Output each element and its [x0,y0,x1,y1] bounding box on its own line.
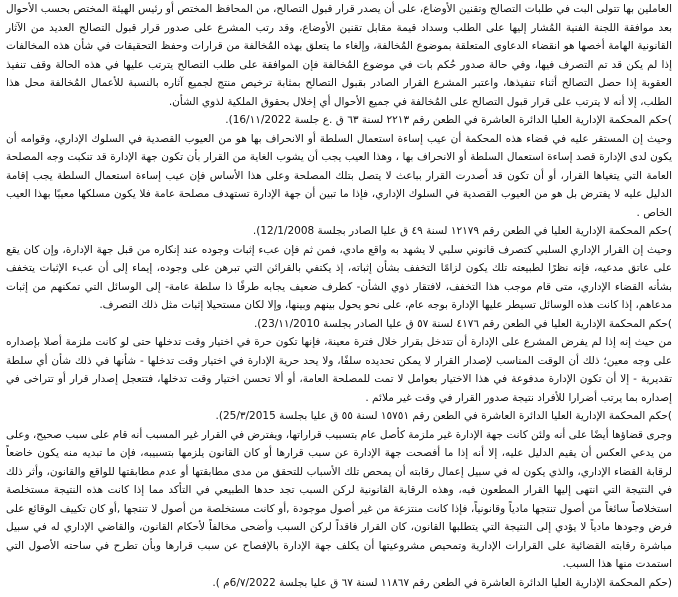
court-ruling-citation [6,222,672,241]
text-line: العامة التي يتغياها القرار، أو أن تكون قد أصدرت القرار بباعث لا يتصل بتلك المصلحة وعلى هذا الأساس فإن عيب إساءة استعمال السلطة يجب إقامة [6,169,672,182]
court-ruling-citation [6,315,672,334]
text-line: على عاتق مدعيه، فإنه نظرًا لطبيعته تلك يكون لزامًا التخفف بشأن إثباته، إذ يكتفي بالقرائن التي تبرهن على وجوده، إيماء إلى أن عبء الإثبات يتخفف بشأنه [6,262,672,293]
text-line: وحيث إن المستقر عليه في قضاء هذه المحكمة أن عيب إساءة استعمال السلطة أو الانحراف بها هو من العيوب القصدية في السلوك الإداري، وقوامه أن [6,132,672,145]
paragraph [6,426,672,574]
paragraph [6,333,672,407]
text-line: وجرى قضاؤها أيضًا على أنه ولئن كانت جهة الإدارة غير ملزمة كأصل عام بتسبيب قراراتها، ويفترض في القرار غير المسبب أنه قام على سبب صحيح، [32,428,672,441]
text-line: )حكم المحكمة الإدارية العليا في الطعن رقم ٤١٧٦ لسنة ٥٧ ق عليا الصادر بجلسة 23/١١/2010). [253,317,672,330]
court-ruling-citation [6,111,672,130]
text-line: وحيث إن القرار الإداري السلبي كتصرف قانوني سلبي لا يشهد به واقع مادي، فمن ثم فإن عبء إثبات وجوده عند إنكاره من قبل جهة الإدارة، وإن كان يقع [6,243,672,256]
paragraph [6,0,672,111]
text-line: )حكم المحكمة الإدارية العليا في الطعن رقم ١٢١٧٩ لسنة ٤٩ ق عليا الصادر بجلسة 12/1/2008). [252,225,672,237]
text-line: الأحوال بعد موافقة اللجنة الفنية المُشار إليها على الطلب وسداد قيمة مقابل تقنين الأوضاع، وقد رتب المشرع على صدور قرار قبول التصالح العديد من [6,3,672,34]
text-line: تنفيذ العقوبة إذا حصل التصالح أثناء تنفيذها، واعتبر المشرع القرار الصادر بقبول التصالح بمثابة ترخيص منتج لجميع آثاره بالنسبة للأعمال المُخالفة محل [6,58,672,89]
paragraph [6,130,672,223]
text-line: سلطة تقديرية - إلا أن تكون الإدارة مدفوعة في هذا الاختيار بعوامل لا تمت للمصلحة العامة، أو ألا تحسن اختيار وقت تدخلها، فتتعجل إصدار قرار أو [6,354,672,385]
text-line: التي استمدت منها هذا السبب. [6,539,672,570]
text-line: )حكم المحكمة الإدارية العليا الدائرة العاشرة في الطعن رقم ١٥٧٥١ لسنة ٥٥ ق عليا بجلسة 25/٣/2015). [215,410,672,422]
text-line: المخالفات إذا لم يكن قد تم التصرف فيها، وفي حالة صدور حُكم بات في موضوع المُخالفة فإن الموافقة على طلب التصالح يترتب عليها في هذه الحالة وقف [6,40,672,71]
text-line: يكون لدى الإدارة قصد إساءة استعمال السلطة أو الانحراف بها ، وهذا العيب يجب أن يشوب الغاية من القرار بأن تكون جهة الإدارة قد تنكبت وجه المصلحة [6,151,672,163]
text-line: على فرض وجودها مادياً لا يؤدي إلى النتيجة التي يتطلبها القانون، كان القرار فاقداً لركن السبب وأضحى مخالفاً لأحكام القانون، والقاضي الإداري له في [6,502,673,533]
text-line: (حكم المحكمة الإدارية العليا الدائرة العاشرة في الطعن رقم ١١٨٦٧ لسنة ٦٧ ق عليا بجلسة 6/٧/2022م ). [212,576,672,589]
text-line: الدليل عليه لا يفترض بل هو من العيوب القصدية في السلوك الإداري، فإذا ما تبين أن جهة الإدارة تستهدف مصلحة عامة فلا يكون مسلكها معيبًا بهذا العيب [6,188,672,200]
text-line: )حكم المحكمة الإدارية العليا الدائرة العاشرة في الطعن رقم ٢٢١٣ لسنة ٦٣ ق .ع جلسة 16/١١/2022). [225,114,672,126]
text-line: من حيث إنه إذا لم يفرض المشرع على الإدارة أن تتدخل بقرار خلال فترة معينة، فإنها تكون حرة في اختيار وقت تدخلها حتى لو كانت ملزمة أصلا [43,336,672,348]
text-line: تتراخى في إصداره بما يرتب أضرارا للأفراد نتيجة صدور القرار في وقت غير ملائم . [6,373,672,404]
court-ruling-citation [6,574,672,593]
text-line: كانت هذه الوسائل تسيطر عليها الإدارة بوجه عام، على نحو يحول بينهم وبينها، وإلا لكان مستحيلا إثبات مثل ذلك التصرف. [99,299,619,311]
text-line: الآثار القانونية الهامة أخصها هو انقضاء الدعاوى المتعلقة بموضوع المُخالفة، وإلغاء ما يتعلق بهذه المُخالفة من قرارات وحفظ التحقيقات في شأن هذه [6,21,673,52]
text-line: بإصداره على وجه معين؛ ذلك أن الوقت المناسب لإصدار القرار لا يمكن تحديده سلفًا، ولا يحد حرية الإدارة في اختيار وقت تدخلها - شأنها في ذلك شأن أي [6,336,672,367]
text-line: هذا الطلب، إلا أنه لا يترتب على قرار قبول التصالح على المُخالفة في جميع الأحوال أي إخلال بحقوق الملكية لذوي الشأن. [6,77,672,108]
court-ruling-citation [6,407,672,426]
text-line: استخلاصاً سائغاً من أصول تنتجها مادياً وقانونياً، فإذا كانت منتزعة من غير أصول موجودة ,أو كانت مستخلصة من أصول لا تنتجها ,أو كان تكييف الوقائع [28,502,672,515]
text-line: وعلى من يدعي العكس أن يقيم الدليل عليه، إلا أنه إذا ما أفصحت جهة الإدارة عن سبب قرارها أو كان القانون يلزمها بتسبيبه، فإن ما تبديه منه يكون [6,428,672,459]
text-line: العاملين بها تتولى البت في طلبات التصالح وتقنين الأوضاع، على أن يصدر قرار قبول التصالح، من المحافظ المختص أو رئيس الهيئة المختص بحسب [40,3,672,15]
text-line: الخاص . [636,206,672,219]
text-line: وأثر ذلك في النتيجة التي انتهى إليها القرار المطعون فيه، وهذه الرقابة القانونية لركن السبب تجد حدها الطبيعي في التأكد مما إذا كانت هذه النتيجة مستخلصة [6,465,672,496]
text-line: القضاء الإداري، متى قام موجب هذا التخفف، لافتقار ذوي الشأن- كطرف ضعيف يجابه طرفًا ذا سلطة عامة- إلى الوسائل التي تمكنهم من إثبات مدعاهم، إذا [6,280,672,311]
text-line: سبيل مباشرة رقابته القضائية على القرارات الإدارية وتمحيص مشروعيتها أن يكلف جهة الإدارة بالإفصاح عن سبب قرارها وبأن تطرح في ساحته الأصول [6,521,672,552]
paragraph [6,241,672,315]
text-line: خاضعاً لرقابة القضاء الإداري، والذي يكون له في سبيل إعمال رقابته أن يمحص تلك الأسباب للتحقق من مدى مطابقتها أو عدم مطابقتها للواقع والقانون، [6,447,672,478]
